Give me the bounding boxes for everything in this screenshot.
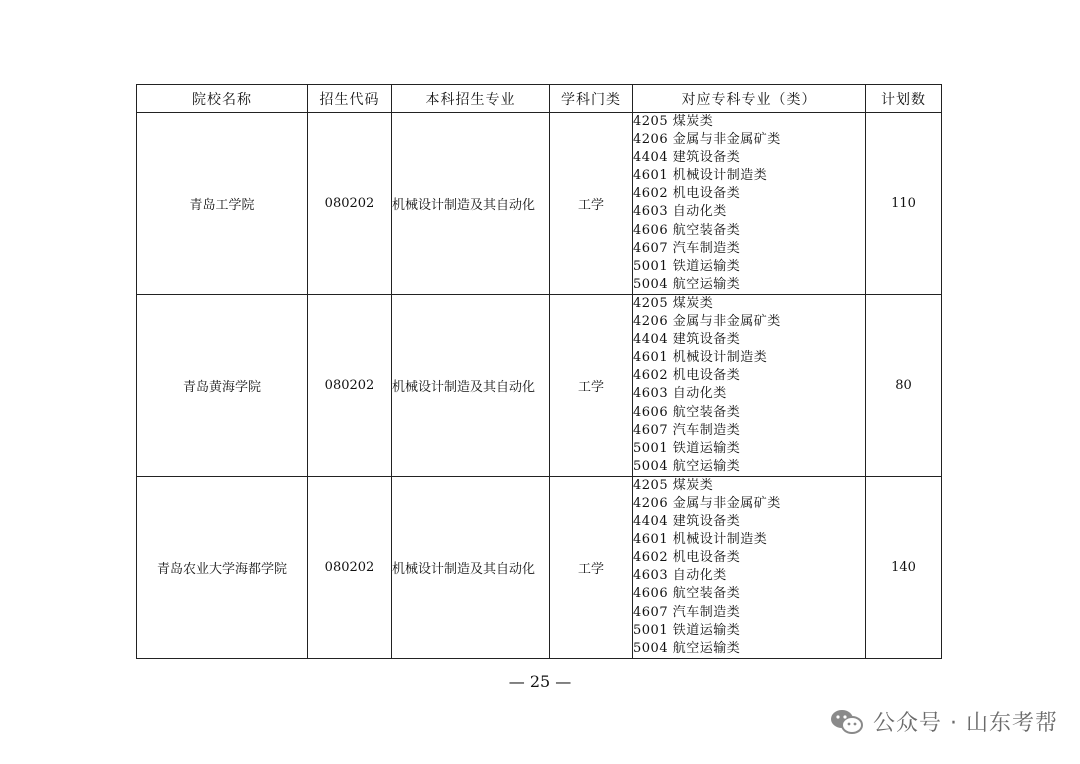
enrollment-code: 080202 (308, 113, 392, 295)
discipline-category: 工学 (550, 294, 633, 476)
related-major: 4602 机电设备类 (633, 368, 741, 384)
watermark (829, 706, 1058, 737)
related-majors-list (633, 113, 866, 295)
related-major: 4607 汽车制造类 (633, 604, 741, 620)
wechat-icon (829, 707, 865, 737)
related-major: 4602 机电设备类 (633, 186, 741, 202)
related-major: 4206 金属与非金属矿类 (633, 132, 781, 148)
major-name: 机械设计制造及其自动化 (392, 476, 550, 658)
plan-count: 140 (866, 476, 942, 658)
header-code: 招生代码 (308, 85, 392, 113)
table-row (137, 294, 942, 476)
major-name: 机械设计制造及其自动化 (392, 294, 550, 476)
table-header-row (137, 85, 942, 113)
discipline-category: 工学 (550, 476, 633, 658)
header-plan: 计划数 (866, 85, 942, 113)
table-row (137, 476, 942, 658)
related-major: 4607 汽车制造类 (633, 240, 741, 256)
admissions-table (136, 84, 942, 659)
header-category: 学科门类 (550, 85, 633, 113)
related-major: 4603 自动化类 (633, 204, 727, 220)
related-major: 4606 航空装备类 (633, 222, 741, 238)
related-major: 5004 航空运输类 (633, 276, 741, 292)
table-row (137, 113, 942, 295)
school-name: 青岛工学院 (137, 113, 308, 295)
page-number: — 25 — (508, 672, 572, 691)
related-major: 5001 铁道运输类 (633, 622, 741, 638)
related-major: 4606 航空装备类 (633, 404, 741, 420)
school-name: 青岛黄海学院 (137, 294, 308, 476)
related-major: 4404 建筑设备类 (633, 514, 741, 530)
enrollment-code: 080202 (308, 294, 392, 476)
related-major: 5001 铁道运输类 (633, 440, 741, 456)
related-major: 4607 汽车制造类 (633, 422, 741, 438)
related-major: 4606 航空装备类 (633, 586, 741, 602)
discipline-category: 工学 (550, 113, 633, 295)
related-majors-list (633, 294, 866, 476)
related-major: 4205 煤炭类 (633, 114, 714, 129)
school-name: 青岛农业大学海都学院 (137, 476, 308, 658)
related-major: 4602 机电设备类 (633, 550, 741, 566)
related-major: 5004 航空运输类 (633, 640, 741, 656)
major-name: 机械设计制造及其自动化 (392, 113, 550, 295)
header-major: 本科招生专业 (392, 85, 550, 113)
related-major: 4205 煤炭类 (633, 295, 714, 311)
related-major: 4206 金属与非金属矿类 (633, 495, 781, 511)
related-major: 4601 机械设计制造类 (633, 350, 768, 366)
related-major: 5001 铁道运输类 (633, 258, 741, 274)
enrollment-code: 080202 (308, 476, 392, 658)
plan-count: 80 (866, 294, 942, 476)
related-major: 4206 金属与非金属矿类 (633, 314, 781, 330)
related-major: 4603 自动化类 (633, 568, 727, 584)
related-major: 4601 机械设计制造类 (633, 532, 768, 548)
related-major: 4603 自动化类 (633, 386, 727, 402)
related-major: 4404 建筑设备类 (633, 332, 741, 348)
related-major: 4404 建筑设备类 (633, 150, 741, 166)
related-majors-list (633, 476, 866, 658)
plan-count: 110 (866, 113, 942, 295)
header-related: 对应专科专业（类） (633, 85, 866, 113)
related-major: 4601 机械设计制造类 (633, 168, 768, 184)
watermark-text: 公众号 · 山东考帮 (873, 711, 1058, 736)
related-major: 4205 煤炭类 (633, 477, 714, 493)
related-major: 5004 航空运输类 (633, 458, 741, 474)
header-school: 院校名称 (137, 85, 308, 113)
